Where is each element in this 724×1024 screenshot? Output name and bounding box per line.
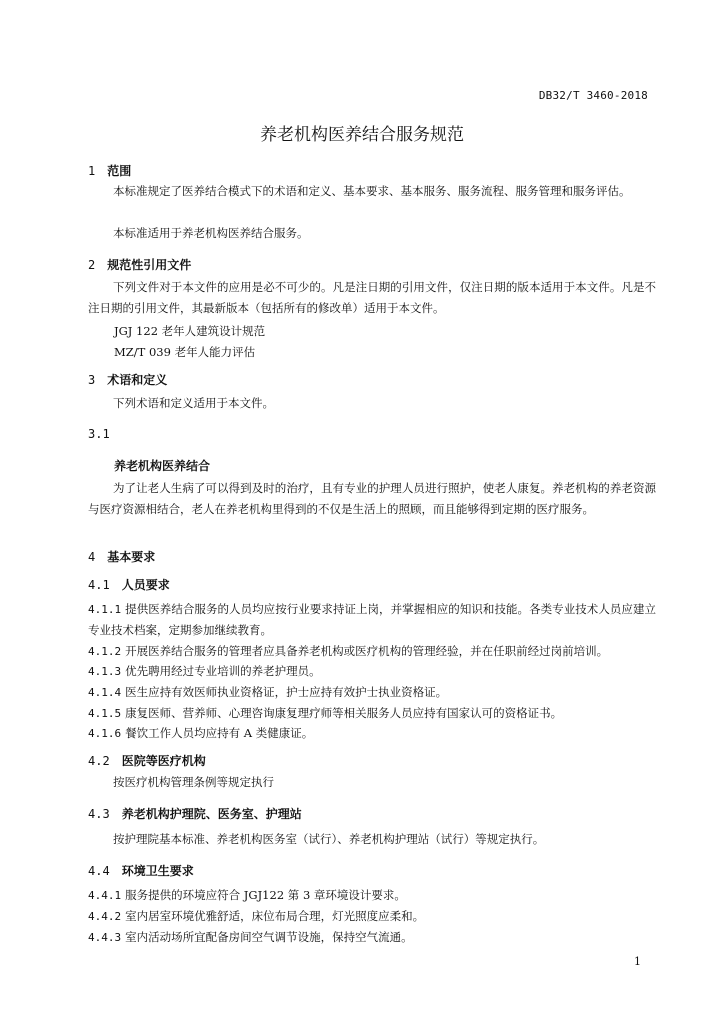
section-number: 4.2 [88, 754, 110, 768]
section-title: 术语和定义 [107, 373, 168, 387]
paragraph: 按医疗机构管理条例等规定执行 [113, 775, 274, 789]
section-number: 4.1 [88, 578, 110, 592]
clause-text: 室内居室环境优雅舒适，床位布局合理，灯光照度应柔和。 [125, 909, 425, 923]
section-heading-4 [88, 548, 155, 565]
standard-code: DB32/T 3460-2018 [538, 89, 648, 102]
clause-number: 4.1.4 [88, 686, 122, 699]
subsection-number [88, 427, 122, 441]
section-title: 规范性引用文件 [107, 258, 192, 272]
page-number: 1 [634, 955, 641, 968]
section-heading-2 [88, 256, 191, 273]
term-definition: 为了让老人生病了可以得到及时的治疗，且有专业的护理人员进行照护，使老人康复。养老机构的养老资源与医疗资源相结合，老人在养老机构里得到的不仅是生活上的照顾，而且能够得到定期的医疗服务。 [88, 481, 656, 516]
clause-number: 4.4.2 [88, 910, 122, 923]
section-number: 3 [88, 373, 96, 387]
clause-number: 4.1.2 [88, 645, 122, 658]
clause-item [88, 927, 656, 948]
clause-text: 室内活动场所宜配备房间空气调节设施，保持空气流通。 [125, 930, 413, 944]
section-title: 医院等医疗机构 [121, 754, 206, 768]
paragraph: 本标准适用于养老机构医养结合服务。 [113, 226, 309, 240]
clause-number: 4.1.1 [88, 603, 122, 616]
clause-item [88, 641, 656, 662]
section-title: 环境卫生要求 [121, 864, 194, 878]
term-heading: 养老机构医养结合 [114, 459, 211, 473]
clause-number: 4.4.1 [88, 889, 122, 902]
clause-text: 优先聘用经过专业培训的养老护理员。 [125, 664, 321, 678]
clause-number: 4.1.5 [88, 707, 122, 720]
clause-text: 医生应持有效医师执业资格证，护士应持有效护士执业资格证。 [125, 685, 448, 699]
clause-item [88, 703, 656, 724]
clause-text: 服务提供的环境应符合 JGJ122 第 3 章环境设计要求。 [125, 888, 406, 902]
section-number: 3.1 [88, 427, 110, 441]
subsection-heading-4-2 [88, 752, 206, 769]
clause-item [88, 906, 656, 927]
paragraph: 按护理院基本标准、养老机构医务室（试行）、养老机构护理站（试行）等规定执行。 [113, 832, 545, 846]
reference-item: MZ/T 039 老年人能力评估 [114, 345, 256, 359]
document-title: 养老机构医养结合服务规范 [260, 125, 464, 145]
clause-text: 提供医养结合服务的人员均应按行业要求持证上岗，并掌握相应的知识和技能。各类专业技术人员应建立专业技术档案，定期参加继续教育。 [88, 602, 656, 637]
clause-item [88, 885, 656, 906]
clause-item [88, 599, 656, 641]
clause-text: 康复医师、营养师、心理咨询康复理疗师等相关服务人员应持有国家认可的资格证书。 [125, 706, 563, 720]
reference-item: JGJ 122 老年人建筑设计规范 [114, 324, 266, 338]
section-title: 基本要求 [107, 550, 156, 564]
clause-number: 4.1.3 [88, 665, 122, 678]
section-title: 人员要求 [121, 578, 170, 592]
subsection-heading-4-4 [88, 862, 194, 879]
clause-item [88, 661, 656, 682]
paragraph: 本标准规定了医养结合模式下的术语和定义、基本要求、基本服务、服务流程、服务管理和服务评估。 [113, 184, 631, 198]
clause-item [88, 682, 656, 703]
section-title: 范围 [107, 164, 132, 178]
paragraph: 下列文件对于本文件的应用是必不可少的。凡是注日期的引用文件，仅注日期的版本适用于本文件。凡是不注日期的引用文件，其最新版本（包括所有的修改单）适用于本文件。 [88, 280, 656, 315]
section-number: 4.3 [88, 807, 110, 821]
subsection-heading-4-1 [88, 576, 170, 593]
clause-item [88, 723, 656, 744]
section-heading-3 [88, 371, 167, 388]
subsection-heading-4-3 [88, 805, 302, 822]
section-number: 4 [88, 550, 96, 564]
section-heading-1 [88, 162, 131, 179]
section-number: 4.4 [88, 864, 110, 878]
paragraph: 下列术语和定义适用于本文件。 [113, 396, 274, 410]
section-number: 1 [88, 164, 96, 178]
clause-number: 4.4.3 [88, 931, 122, 944]
clause-number: 4.1.6 [88, 727, 122, 740]
section-number: 2 [88, 258, 96, 272]
clause-text: 餐饮工作人员均应持有 A 类健康证。 [125, 726, 314, 740]
section-title: 养老机构护理院、医务室、护理站 [121, 807, 302, 821]
clause-text: 开展医养结合服务的管理者应具备养老机构或医疗机构的管理经验，并在任职前经过岗前培训。 [125, 644, 609, 658]
